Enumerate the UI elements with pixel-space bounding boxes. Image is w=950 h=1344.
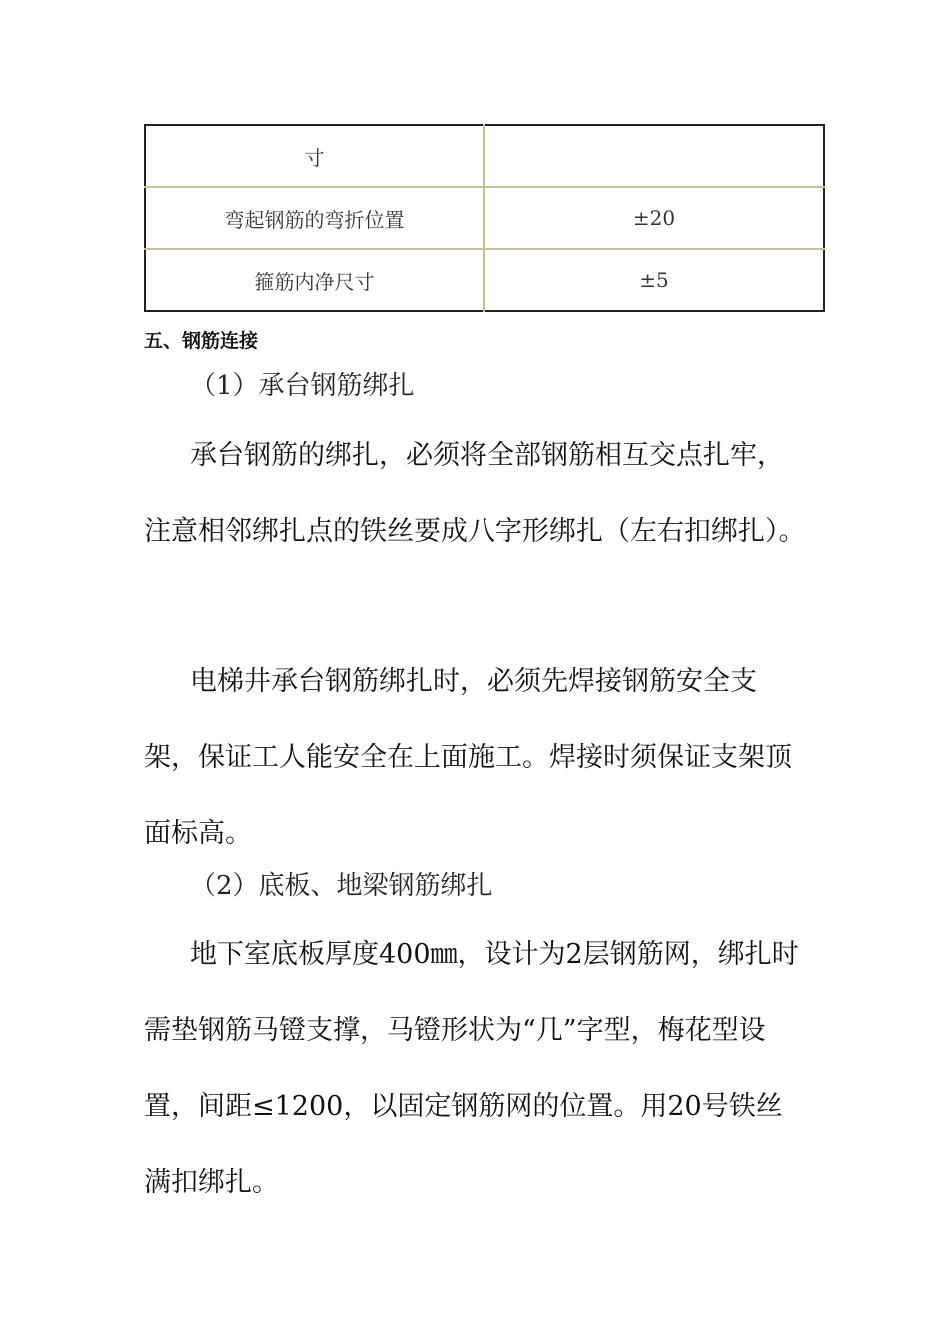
paragraph-1-text: 承台钢筋的绑扎，必须将全部钢筋相互交点扎牢，注意相邻绑扎点的铁丝要成八字形绑扎（左右扣绑扎）。 — [144, 440, 806, 547]
subheading-1: （1）承台钢筋绑扎 — [190, 371, 415, 401]
paragraph-3 — [144, 917, 809, 1221]
table-cell: ±5 — [639, 268, 669, 292]
paragraph-3-text: 地下室底板厚度400㎜，设计为2层钢筋网，绑扎时需垫钢筋马镫支撑，马镫形状为“几”字型，梅花型设置，间距≤1200，以固定钢筋网的位置。用20号铁丝满扣绑扎。 — [144, 939, 799, 1198]
section-heading: 五、钢筋连接 — [144, 330, 259, 352]
table-row — [145, 125, 824, 187]
paragraph-2 — [144, 644, 809, 872]
paragraph-1 — [144, 418, 809, 570]
table-cell — [484, 125, 824, 187]
paragraph-2-text: 电梯井承台钢筋绑扎时，必须先焊接钢筋安全支架，保证工人能安全在上面施工。焊接时须保证支架顶面标高。 — [144, 666, 792, 849]
tolerance-table-wrap — [144, 124, 825, 312]
table-row — [145, 187, 824, 249]
tolerance-table — [144, 124, 825, 312]
table-cell: 寸 — [145, 125, 484, 187]
table-row — [145, 249, 824, 311]
subheading-2: （2）底板、地梁钢筋绑扎 — [190, 871, 493, 901]
table-cell: 弯起钢筋的弯折位置 — [145, 187, 484, 249]
table-cell: ±20 — [484, 187, 824, 249]
table-cell: 箍筋内净尺寸 — [145, 249, 484, 311]
